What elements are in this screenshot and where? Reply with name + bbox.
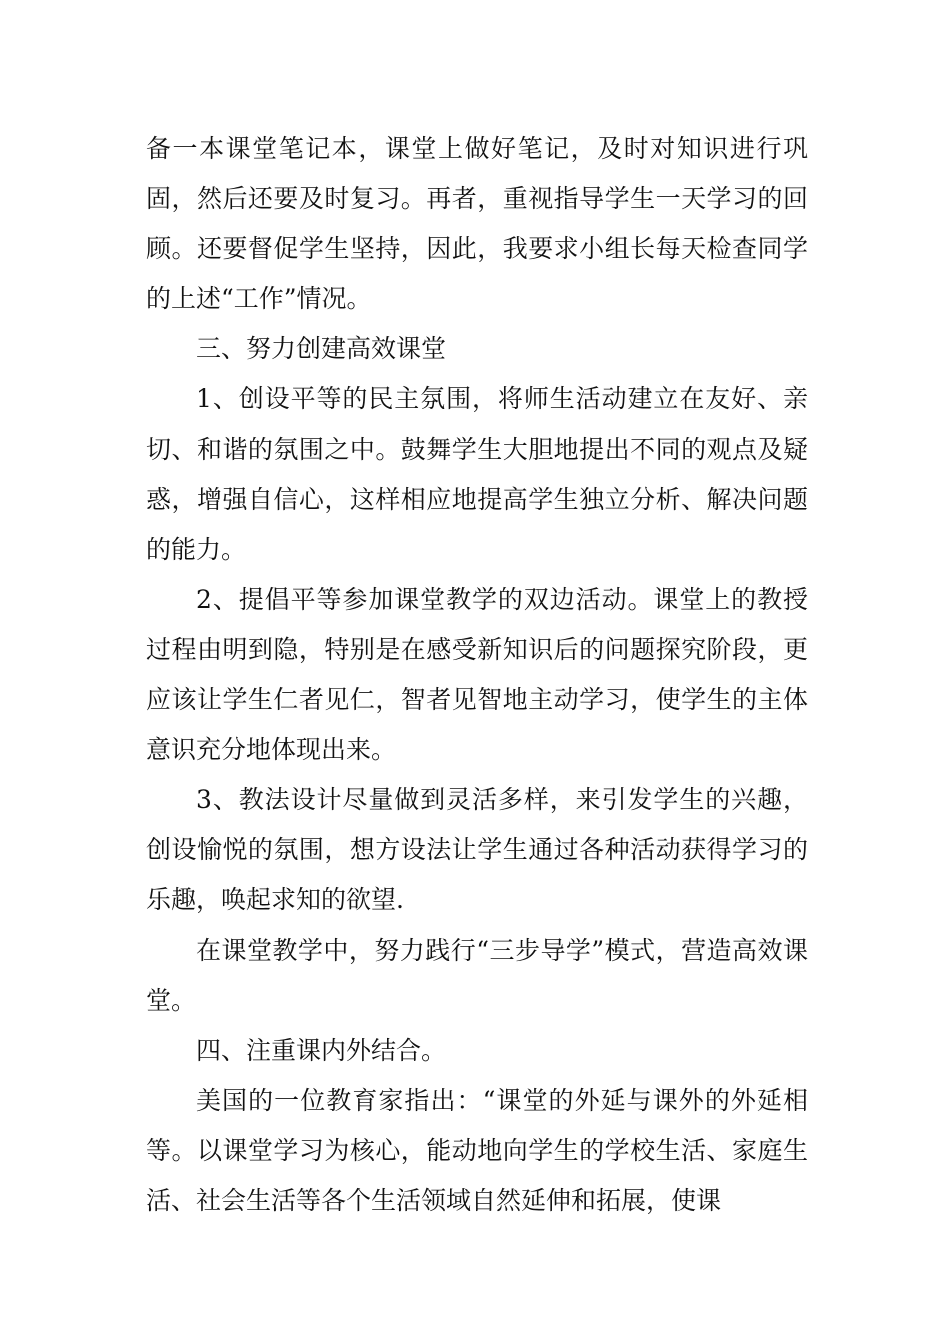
paragraph-bilateral-activities: 2、提倡平等参加课堂教学的双边活动。课堂上的教授过程由明到隐，特别是在感受新知识后的问题探究阶段，更应该让学生仁者见仁，智者见智地主动学习，使学生的主体意识充分地体现出来。 xyxy=(146,584,808,765)
heading-efficient-classroom: 三、努力创建高效课堂 xyxy=(196,334,447,364)
paragraph-flexible-methods: 3、教法设计尽量做到灵活多样，来引发学生的兴趣，创设愉悦的氛围，想方设法让学生通过各种活动获得学习的乐趣，唤起求知的欲望. xyxy=(146,785,808,915)
paragraph-three-step-guidance: 在课堂教学中，努力践行“三步导学”模式，营造高效课堂。 xyxy=(146,935,808,1015)
document-body xyxy=(146,124,808,1226)
paragraph-democratic-atmosphere: 1、创设平等的民主氛围，将师生活动建立在友好、亲切、和谐的氛围之中。鼓舞学生大胆地提出不同的观点及疑惑，增强自信心，这样相应地提高学生独立分析、解决问题的能力。 xyxy=(146,384,808,564)
paragraph-educator-quote: 美国的一位教育家指出：“课堂的外延与课外的外延相等。以课堂学习为核心，能动地向学生的学校生活、家庭生活、社会生活等各个生活领域自然延伸和拓展，使课 xyxy=(146,1085,808,1215)
heading-inside-outside-class: 四、注重课内外结合。 xyxy=(196,1035,447,1065)
paragraph-study-habits: 备一本课堂笔记本，课堂上做好笔记，及时对知识进行巩固，然后还要及时复习。再者，重视指导学生一天学习的回顾。还要督促学生坚持，因此，我要求小组长每天检查同学的上述“工作”情况。 xyxy=(146,134,808,314)
